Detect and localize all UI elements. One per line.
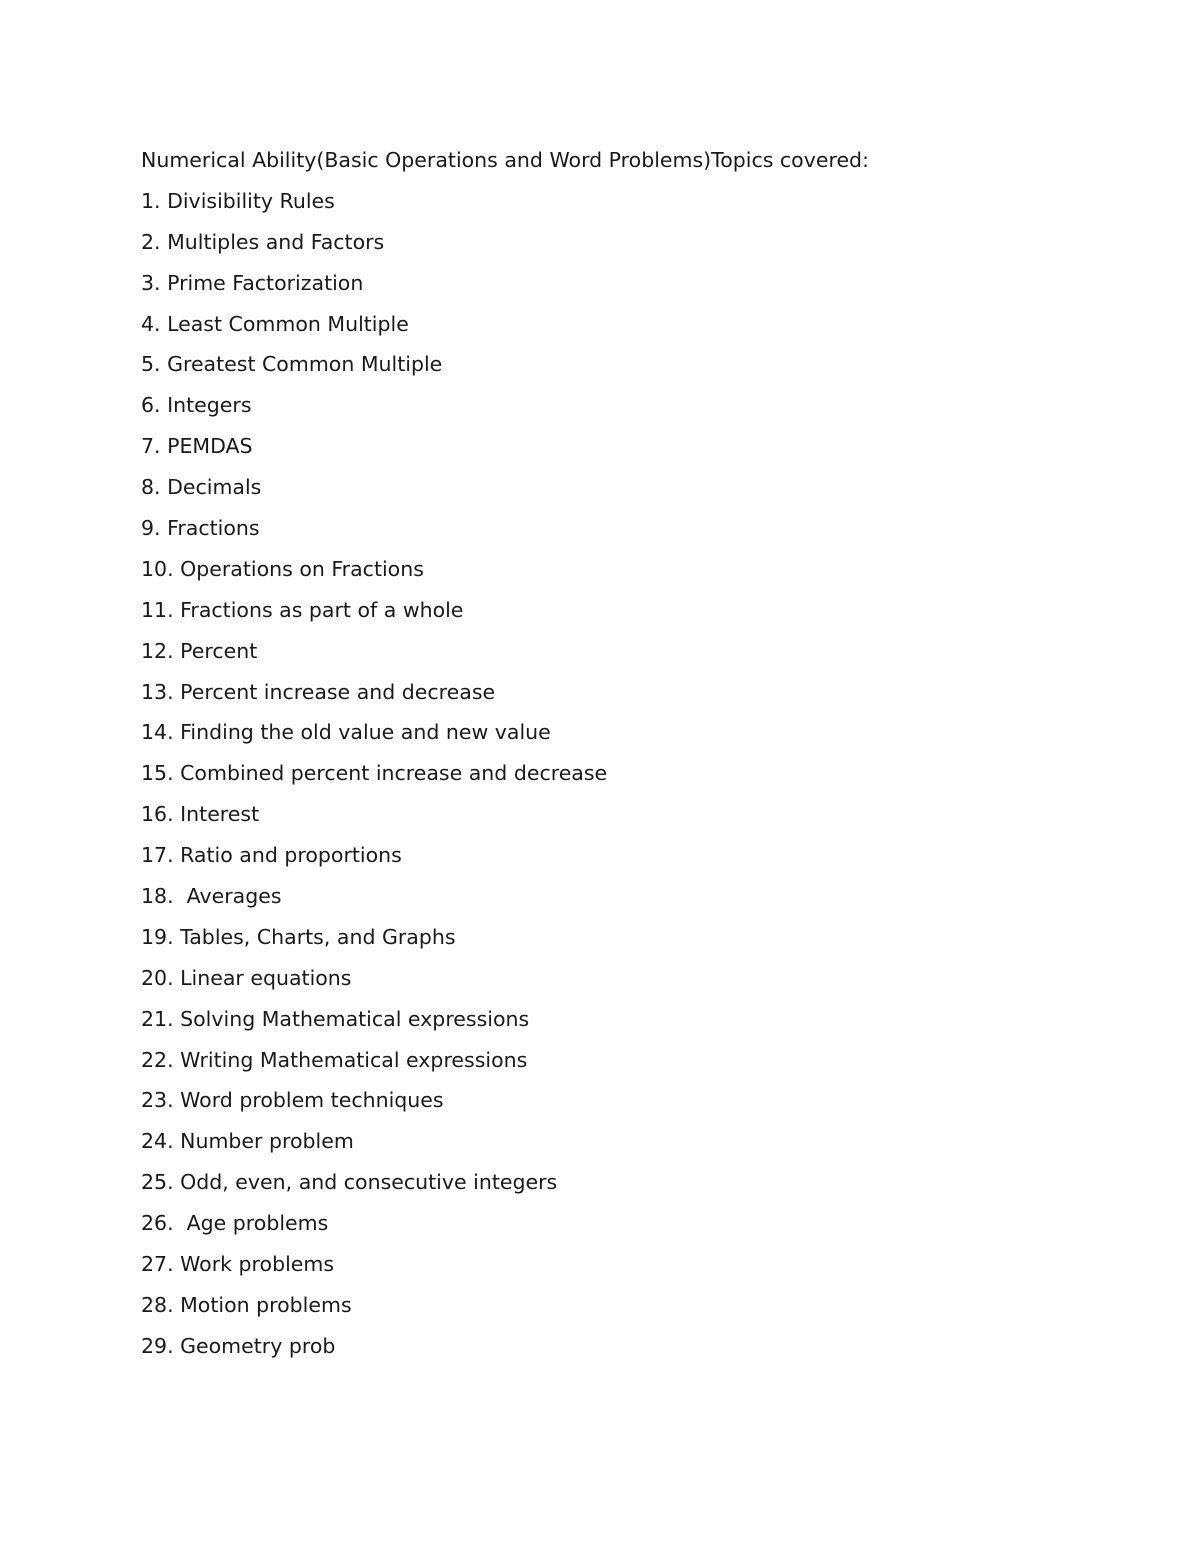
topic-item: 22. Writing Mathematical expressions [141, 1047, 528, 1072]
topic-item: 16. Interest [141, 802, 260, 827]
topic-item: 21. Solving Mathematical expressions [141, 1006, 530, 1031]
topic-item: 20. Linear equations [141, 965, 352, 990]
topic-item: 8. Decimals [141, 475, 262, 500]
topic-item: 1. Divisibility Rules [141, 188, 335, 213]
topic-item: 9. Fractions [141, 516, 260, 541]
document-content [141, 140, 1141, 1367]
topic-item: 19. Tables, Charts, and Graphs [141, 924, 456, 949]
topic-item: 3. Prime Factorization [141, 270, 364, 295]
topic-item: 10. Operations on Fractions [141, 556, 424, 581]
topic-item: 2. Multiples and Factors [141, 229, 385, 254]
topic-item: 27. Work problems [141, 1252, 335, 1277]
topic-item: 12. Percent [141, 638, 258, 663]
topic-item: 15. Combined percent increase and decrease [141, 761, 608, 786]
topic-item: 17. Ratio and proportions [141, 843, 402, 868]
topic-item: 28. Motion problems [141, 1292, 352, 1317]
topic-item: 29. Geometry prob [141, 1333, 336, 1358]
topic-item: 4. Least Common Multiple [141, 311, 409, 336]
topic-item: 25. Odd, even, and consecutive integers [141, 1170, 558, 1195]
document-heading: Numerical Ability(Basic Operations and Word Problems)Topics covered: [141, 148, 869, 172]
topic-item: 23. Word problem techniques [141, 1088, 444, 1113]
topic-item: 5. Greatest Common Multiple [141, 352, 443, 377]
topic-item: 6. Integers [141, 393, 252, 418]
topic-item: 13. Percent increase and decrease [141, 679, 496, 704]
topic-item: 18. Averages [141, 884, 282, 909]
topic-item: 14. Finding the old value and new value [141, 720, 551, 745]
topic-item: 7. PEMDAS [141, 434, 253, 459]
topics-list [141, 181, 1141, 1367]
topic-item: 24. Number problem [141, 1129, 354, 1154]
topic-item: 11. Fractions as part of a whole [141, 597, 464, 622]
topic-item: 26. Age problems [141, 1211, 329, 1236]
